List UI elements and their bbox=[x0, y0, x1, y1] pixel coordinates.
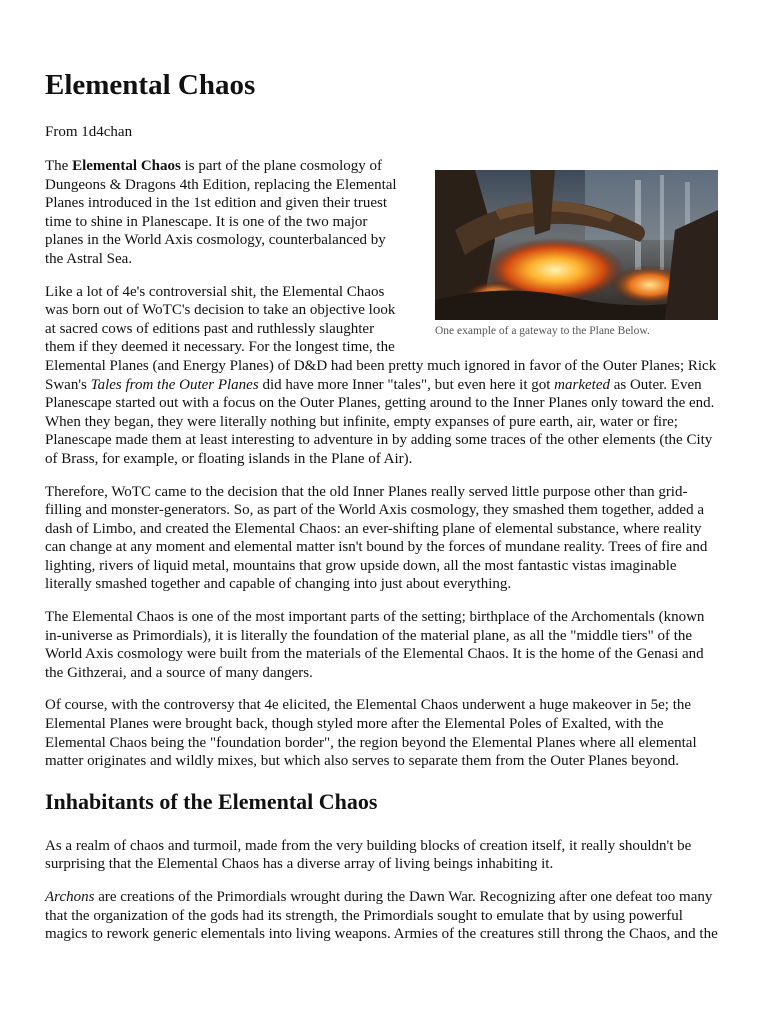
source-line: From 1d4chan bbox=[45, 124, 133, 140]
figure-caption: One example of a gateway to the Plane Below. bbox=[435, 325, 650, 337]
paragraph-intro: The Elemental Chaos is part of the plane cosmology of Dungeons & Dragons 4th Edition, replacing the Elemental Planes introduced in the 1st edition and given their truest time to shine in Planescape. It is one of the two major planes in the World Axis cosmology, counterbalanced by the Astral Sea. bbox=[45, 158, 397, 267]
gateway-image[interactable] bbox=[435, 170, 718, 320]
paragraph-5e: Of course, with the controversy that 4e elicited, the Elemental Chaos underwent a huge makeover in 5e; the Elemental Planes were brought back, though styled more after the Elemental Poles of Exalted, with the Elemental Chaos being the "foundation border", the region beyond the Elemental Planes where all elemental matter originates and wildly mixes, but which also serves to separate them from the Outer Planes beyond. bbox=[45, 697, 697, 770]
paragraph-history: Like a lot of 4e's controversial shit, the Elemental Chaos was born out of WoTC's decision to take an objective look at sacred cows of editions past and ruthlessly slaughter them if they deemed it necessary. For the longest time, the Elemental Planes (and Energy Planes) of D&D had been pretty much ignored in favor of the Outer Planes; Rick Swan's Tales from the Outer Planes did have more Inner "tales", but even here it got marketed as Outer. Even Planescape started out with a focus on the Outer Planes, getting around to the Inner Planes only toward the end. When they began, they were literally nothing but infinite, empty expanses of pure earth, air, water or fire; Planescape made them at least interesting to adventure in by adding some traces of the other elements (the City of Brass, for example, or floating islands in the Plane of Air). bbox=[45, 283, 717, 467]
section-heading-inhabitants: Inhabitants of the Elemental Chaos bbox=[45, 788, 378, 814]
paragraph-importance: The Elemental Chaos is one of the most important parts of the setting; birthplace of the Archomentals (known in-universe as Primordials), it is literally the foundation of the material plane, as all the "middle tiers" of the World Axis cosmology were built from the materials of the Elemental Chaos. It is the home of the Genasi and the Githzerai, and a source of many dangers. bbox=[45, 609, 705, 681]
article-body bbox=[45, 157, 721, 958]
paragraph-inhabitants: As a realm of chaos and turmoil, made from the very building blocks of creation itself, it really shouldn't be surprising that the Elemental Chaos has a diverse array of living beings inhabiting it. bbox=[45, 837, 692, 873]
page-title: Elemental Chaos bbox=[45, 69, 256, 101]
book-title: Tales from the Outer Planes bbox=[90, 376, 259, 393]
paragraph-wotc: Therefore, WoTC came to the decision that the old Inner Planes really served little purpose other than grid-filling and monster-generators. So, as part of the World Axis cosmology, they smashed them together, added a dash of Limbo, and created the Elemental Chaos: an ever-shifting plane of elemental substance, where reality can change at any moment and elemental matter isn't bound by the forces of mundane reality. Trees of fire and lighting, rivers of liquid metal, mountains that grow upside down, all the most fantastic vistas imaginable literally smashed together and capable of changing into just about everything. bbox=[45, 483, 708, 593]
emphasis-marketed: marketed bbox=[554, 376, 610, 393]
paragraph-archons: Archons are creations of the Primordials wrought during the Dawn War. Recognizing after one defeat too many that the organization of the gods had its strength, the Primordials sought to emulate that by using powerful magics to rework generic elementals into living weapons. Armies of the creatures still throng the Chaos, and the bbox=[45, 889, 718, 943]
term-elemental-chaos: Elemental Chaos bbox=[72, 158, 181, 174]
figure bbox=[435, 170, 718, 339]
term-archons: Archons bbox=[45, 889, 95, 905]
